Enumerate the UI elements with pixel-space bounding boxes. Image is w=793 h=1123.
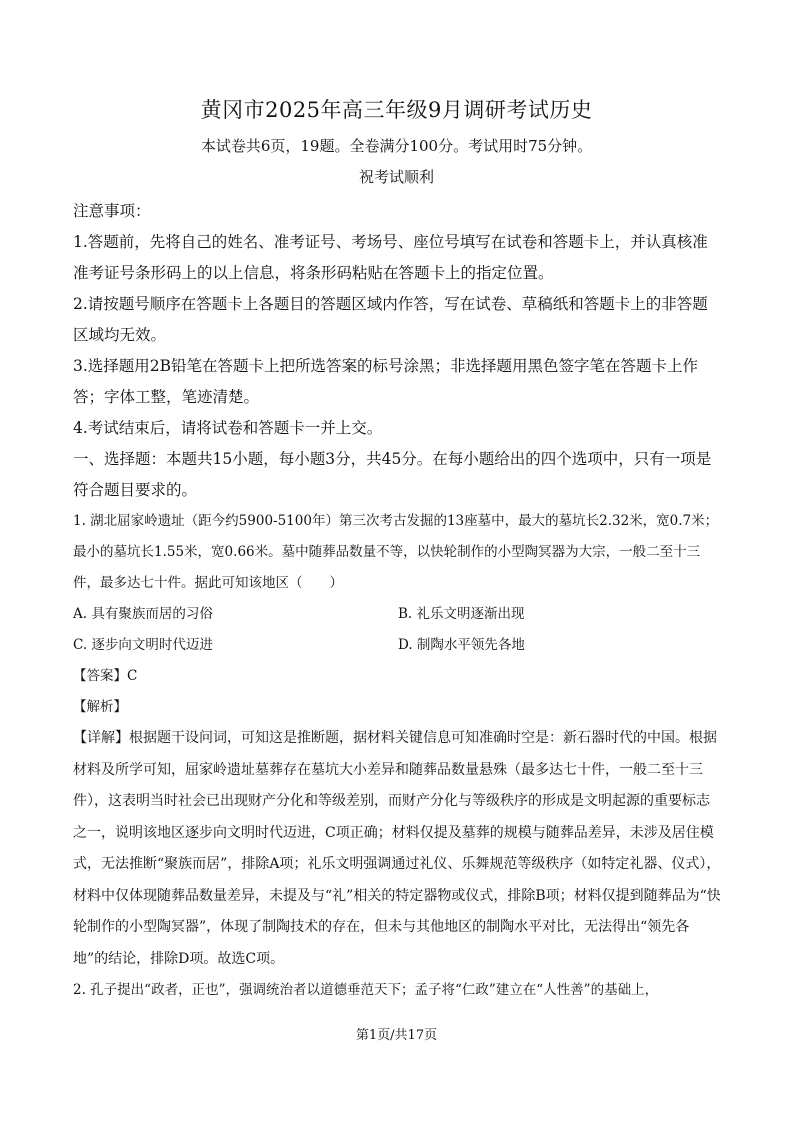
notice-heading: 注意事项： [73, 202, 151, 220]
answer-value: C [127, 668, 138, 684]
notice-item-1: 1.答题前，先将自己的姓名、准考证号、考场号、座位号填写在试卷和答题卡上，并认真核准准考证号条形码上的以上信息，将条形码粘贴在答题卡上的指定位置。 [73, 233, 708, 282]
question-2-stem: 2. 孔子提出“政者，正也”，强调统治者以道德垂范天下；孟子将“仁政”建立在“人性善”的基础上， [73, 982, 659, 998]
good-luck-line: 祝考试顺利 [358, 168, 434, 186]
question-1-options [73, 599, 723, 661]
detail-label: 【详解】 [73, 730, 129, 746]
detail-explanation [73, 723, 723, 975]
question-1-stem: 1. 湖北屈家岭遗址（距今约5900-5100年）第三次考古发掘的13座墓中，最大的墓坑长2.32米，宽0.7米；最小的墓坑长1.55米，宽0.66米。墓中随葬品数量不等，以快轮制作的小型陶冥器为大宗，一般二至十三件，最多达七十件。据此可知该地区（ ） [73, 513, 719, 591]
notice-item-3: 3.选择题用2B铅笔在答题卡上把所选答案的标号涂黑；非选择题用黑色签字笔在答题卡上作答；字体工整，笔迹清楚。 [73, 357, 699, 406]
page-number: 第1页/共17页 [355, 1028, 438, 1043]
exam-subtitle: 本试卷共6页，19题。全卷满分100分。考试用时75分钟。 [200, 137, 593, 155]
exam-content [73, 196, 723, 1006]
option-a: A. 具有聚族而居的习俗 [73, 606, 213, 622]
analysis-label: 【解析】 [73, 699, 127, 715]
section-heading: 一、选择题：本题共15小题，每小题3分，共45分。在每小题给出的四个选项中，只有一项是符合题目要求的。 [73, 450, 712, 499]
option-d: D. 制陶水平领先各地 [398, 637, 525, 653]
option-b: B. 礼乐文明逐渐出现 [398, 606, 525, 622]
detail-text: 根据题干设问词，可知这是推断题，据材料关键信息可知准确时空是：新石器时代的中国。根据材料及所学可知，屈家岭遗址墓葬存在墓坑大小差异和随葬品数量悬殊（最多达七十件，一般二至十三件），这表明当时社会已出现财产分化和等级差别，而财产分化与等级秩序的形成是文明起源的重要标志之一，说明该地区逐步向文明时代迈进，C项正确；材料仅提及墓葬的规模与随葬品差异，未涉及居住模式，无法推断“聚族而居”，排除A项；礼乐文明强调通过礼仪、乐舞规范等级秩序（如特定礼器、仪式），材料中仅体现随葬品数量差异，未提及与“礼”相关的特定器物或仪式，排除B项；材料仅提到随葬品为“快轮制作的小型陶冥器”，体现了制陶技术的存在，但未与其他地区的制陶水平对比，无法得出“领先各地”的结论，排除D项。故选C项。 [73, 730, 721, 967]
answer-line [73, 661, 723, 692]
exam-title: 黄冈市2025年高三年级9月调研考试历史 [200, 98, 593, 122]
notice-item-4: 4.考试结束后，请将试卷和答题卡一并上交。 [73, 419, 383, 437]
answer-label: 【答案】 [73, 668, 127, 684]
notice-item-2: 2.请按题号顺序在答题卡上各题目的答题区域内作答，写在试卷、草稿纸和答题卡上的非答题区域均无效。 [73, 295, 708, 344]
option-c: C. 逐步向文明时代迈进 [73, 637, 213, 653]
